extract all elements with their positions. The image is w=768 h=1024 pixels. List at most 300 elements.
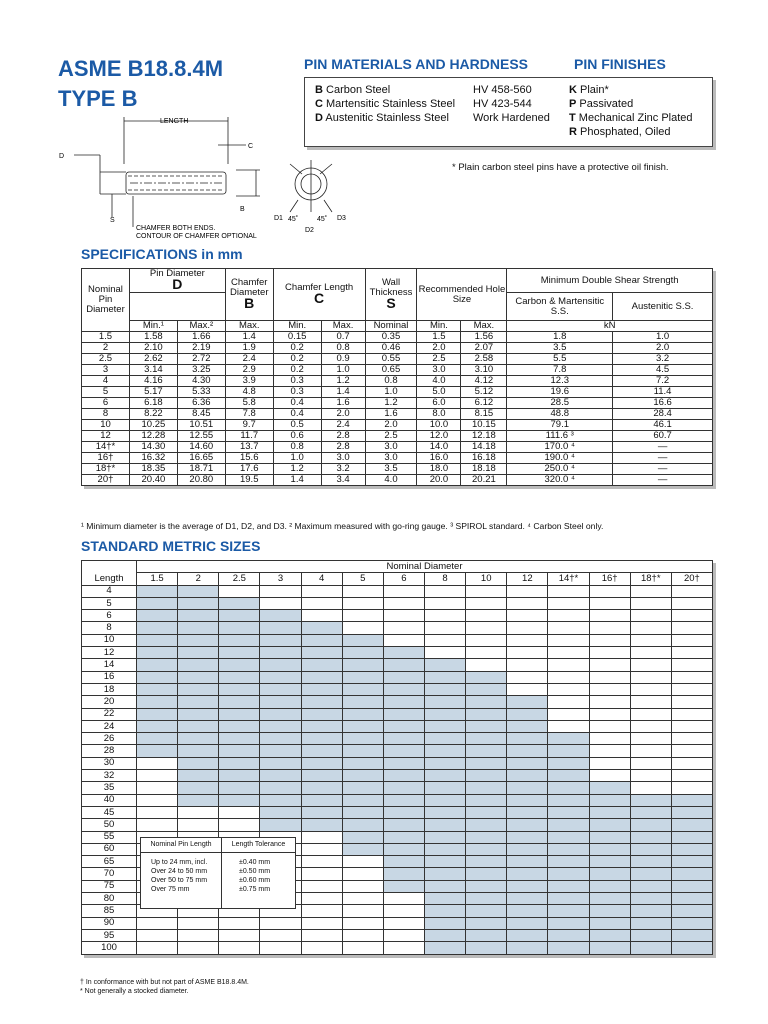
size-cell xyxy=(671,905,712,917)
pin-diagram xyxy=(56,112,356,242)
size-cell xyxy=(630,634,671,646)
spec-cell: 0.8 xyxy=(365,376,417,387)
size-cell xyxy=(630,905,671,917)
footnote-stock: * Not generally a stocked diameter. xyxy=(80,988,189,995)
spec-cell: 28.5 xyxy=(507,398,613,409)
spec-cell: 2.07 xyxy=(461,343,507,354)
length-label: Length xyxy=(82,573,137,585)
nominal-diameter-label: Nominal Diameter xyxy=(137,561,713,573)
size-cell xyxy=(342,856,383,868)
length-value: 35 xyxy=(82,782,137,794)
size-cell xyxy=(548,585,589,597)
size-cell xyxy=(260,585,301,597)
size-cell xyxy=(260,597,301,609)
spec-cell: 13.7 xyxy=(225,442,273,453)
size-cell xyxy=(301,868,342,880)
size-cell xyxy=(671,880,712,892)
length-value: 5 xyxy=(82,597,137,609)
length-row xyxy=(82,622,713,634)
length-value: 32 xyxy=(82,770,137,782)
size-cell xyxy=(507,647,548,659)
spec-cell: 1.4 xyxy=(321,387,365,398)
spec-row xyxy=(82,354,713,365)
spec-cell: 2.0 xyxy=(365,420,417,431)
spec-cell: 60.7 xyxy=(613,431,713,442)
spec-cell: 3.2 xyxy=(613,354,713,365)
size-cell xyxy=(178,794,219,806)
size-cell xyxy=(466,794,507,806)
length-row xyxy=(82,708,713,720)
size-cell xyxy=(219,647,260,659)
spec-cell: 0.65 xyxy=(365,365,417,376)
size-cell xyxy=(424,782,465,794)
col-chamfer-length xyxy=(273,269,365,321)
size-cell xyxy=(301,647,342,659)
diameter-header: 3 xyxy=(260,573,301,585)
size-cell xyxy=(342,843,383,855)
diagram-d3-label: D3 xyxy=(337,215,346,222)
size-cell xyxy=(424,831,465,843)
size-cell xyxy=(424,868,465,880)
spec-cell: 1.0 xyxy=(365,387,417,398)
size-cell xyxy=(301,880,342,892)
size-cell xyxy=(342,819,383,831)
diagram-angle-1: 45˚ xyxy=(288,216,299,223)
length-value: 10 xyxy=(82,634,137,646)
size-cell xyxy=(219,597,260,609)
col-chamfer-diameter-symbol: B xyxy=(244,295,255,311)
size-cell xyxy=(301,659,342,671)
size-cell xyxy=(301,696,342,708)
size-cell xyxy=(383,659,424,671)
size-cell xyxy=(178,597,219,609)
size-cell xyxy=(507,929,548,941)
size-cell xyxy=(589,794,630,806)
size-cell xyxy=(466,929,507,941)
spec-cell: 1.4 xyxy=(273,475,321,486)
size-cell xyxy=(671,782,712,794)
spec-cell: 2.19 xyxy=(177,343,225,354)
size-cell xyxy=(548,893,589,905)
size-cell xyxy=(630,942,671,954)
spec-row xyxy=(82,453,713,464)
spec-cell: 3.9 xyxy=(225,376,273,387)
size-cell xyxy=(219,733,260,745)
diameter-header: 20† xyxy=(671,573,712,585)
size-cell xyxy=(507,696,548,708)
size-cell xyxy=(424,671,465,683)
size-cell xyxy=(589,929,630,941)
size-cell xyxy=(507,708,548,720)
size-cell xyxy=(424,610,465,622)
spec-cell: 4.30 xyxy=(177,376,225,387)
size-cell xyxy=(342,880,383,892)
spec-cell: 0.55 xyxy=(365,354,417,365)
length-value: 24 xyxy=(82,720,137,732)
spec-cell: 14.18 xyxy=(461,442,507,453)
size-cell xyxy=(342,745,383,757)
size-cell xyxy=(671,819,712,831)
length-row xyxy=(82,696,713,708)
size-cell xyxy=(630,819,671,831)
size-cell xyxy=(178,647,219,659)
size-cell xyxy=(589,733,630,745)
size-cell xyxy=(383,696,424,708)
size-cell xyxy=(507,831,548,843)
spec-cell: 0.3 xyxy=(273,387,321,398)
col-chamfer-diameter-label: Chamfer Diameter xyxy=(229,277,269,298)
size-cell xyxy=(548,929,589,941)
diameter-header: 4 xyxy=(301,573,342,585)
size-cell xyxy=(548,671,589,683)
size-cell xyxy=(548,696,589,708)
size-cell xyxy=(466,831,507,843)
spec-cell: 1.56 xyxy=(461,332,507,343)
size-cell xyxy=(548,745,589,757)
spec-cell: 1.9 xyxy=(225,343,273,354)
specifications-table xyxy=(81,268,713,486)
spec-cell: 20† xyxy=(82,475,130,486)
spec-cell: 2.8 xyxy=(321,431,365,442)
size-cell xyxy=(589,659,630,671)
spec-cell: 12.3 xyxy=(507,376,613,387)
size-cell xyxy=(301,622,342,634)
col-hole-size: Recommended Hole Size xyxy=(417,269,507,321)
size-cell xyxy=(219,806,260,818)
size-cell xyxy=(589,683,630,695)
size-cell xyxy=(301,917,342,929)
diameter-header: 12 xyxy=(507,573,548,585)
size-cell xyxy=(260,917,301,929)
size-cell xyxy=(178,929,219,941)
spec-cell: 5.8 xyxy=(225,398,273,409)
size-cell xyxy=(301,745,342,757)
size-cell xyxy=(260,634,301,646)
size-cell xyxy=(589,831,630,843)
size-cell xyxy=(507,917,548,929)
size-cell xyxy=(424,794,465,806)
size-cell xyxy=(671,831,712,843)
spec-cell: 0.35 xyxy=(365,332,417,343)
size-cell xyxy=(630,622,671,634)
length-value: 26 xyxy=(82,733,137,745)
size-cell xyxy=(219,942,260,954)
size-cell xyxy=(630,856,671,868)
sub-max: Max. xyxy=(225,321,273,332)
size-cell xyxy=(219,634,260,646)
size-cell xyxy=(301,806,342,818)
spec-cell: 12 xyxy=(82,431,130,442)
spec-row xyxy=(82,343,713,354)
spec-cell: 0.4 xyxy=(273,398,321,409)
size-cell xyxy=(507,856,548,868)
length-row xyxy=(82,659,713,671)
size-cell xyxy=(630,843,671,855)
spec-cell: 0.5 xyxy=(273,420,321,431)
spec-cell: 3.25 xyxy=(177,365,225,376)
size-cell xyxy=(466,708,507,720)
size-cell xyxy=(671,745,712,757)
size-cell xyxy=(630,868,671,880)
size-cell xyxy=(548,683,589,695)
size-cell xyxy=(507,720,548,732)
spec-cell: 2.10 xyxy=(129,343,177,354)
size-cell xyxy=(178,942,219,954)
size-cell xyxy=(178,782,219,794)
size-cell xyxy=(342,683,383,695)
size-cell xyxy=(383,929,424,941)
finish-name: Passivated xyxy=(579,98,634,110)
spec-cell: 0.2 xyxy=(273,365,321,376)
diagram-d-label: D xyxy=(59,153,65,160)
size-cell xyxy=(630,929,671,941)
size-cell xyxy=(630,880,671,892)
spec-cell: 320.0 ⁴ xyxy=(507,475,613,486)
length-value: 100 xyxy=(82,942,137,954)
size-cell xyxy=(548,659,589,671)
size-cell xyxy=(342,806,383,818)
diameter-header: 8 xyxy=(424,573,465,585)
finish-name: Phosphated, Oiled xyxy=(580,126,671,138)
finish-note: * Plain carbon steel pins have a protective oil finish. xyxy=(452,162,669,173)
length-value: 55 xyxy=(82,831,137,843)
size-cell xyxy=(589,757,630,769)
spec-cell: 16.32 xyxy=(129,453,177,464)
size-cell xyxy=(589,917,630,929)
tolerance-value: ±0.50 mm xyxy=(239,868,271,875)
length-value: 90 xyxy=(82,917,137,929)
size-cell xyxy=(342,905,383,917)
size-cell xyxy=(260,782,301,794)
spec-cell: 19.6 xyxy=(507,387,613,398)
spec-cell: 3.0 xyxy=(365,442,417,453)
diagram-chamfer-label-1: CHAMFER BOTH ENDS. xyxy=(136,225,216,232)
material-code: D xyxy=(315,112,323,124)
spec-cell: 190.0 ⁴ xyxy=(507,453,613,464)
size-cell xyxy=(383,745,424,757)
col-pin-diameter xyxy=(129,269,225,293)
spec-cell: 4.12 xyxy=(461,376,507,387)
spec-cell: — xyxy=(613,475,713,486)
spec-cell: 7.8 xyxy=(225,409,273,420)
size-cell xyxy=(424,757,465,769)
diagram-length-label: LENGTH xyxy=(160,118,189,125)
size-cell xyxy=(671,585,712,597)
size-cell xyxy=(219,708,260,720)
size-cell xyxy=(630,893,671,905)
size-cell xyxy=(137,683,178,695)
size-cell xyxy=(507,770,548,782)
spec-cell: 10.15 xyxy=(461,420,507,431)
size-cell xyxy=(671,597,712,609)
size-cell xyxy=(507,782,548,794)
diagram-d2-label: D2 xyxy=(305,227,314,234)
size-cell xyxy=(424,819,465,831)
size-cell xyxy=(178,622,219,634)
diagram-c-label: C xyxy=(248,143,254,150)
size-cell xyxy=(630,806,671,818)
length-row xyxy=(82,745,713,757)
spec-cell: 3.4 xyxy=(321,475,365,486)
size-cell xyxy=(671,659,712,671)
size-cell xyxy=(630,597,671,609)
size-cell xyxy=(137,745,178,757)
size-cell xyxy=(178,659,219,671)
length-row xyxy=(82,782,713,794)
finish-code: R xyxy=(569,126,577,138)
size-cell xyxy=(507,893,548,905)
length-row xyxy=(82,806,713,818)
size-cell xyxy=(178,683,219,695)
size-cell xyxy=(137,671,178,683)
size-cell xyxy=(342,782,383,794)
length-value: 70 xyxy=(82,868,137,880)
size-cell xyxy=(137,794,178,806)
spec-row xyxy=(82,475,713,486)
size-cell xyxy=(466,856,507,868)
tolerance-range: Up to 24 mm, incl. xyxy=(151,859,208,866)
size-cell xyxy=(137,782,178,794)
size-cell xyxy=(342,733,383,745)
size-cell xyxy=(383,856,424,868)
size-cell xyxy=(589,868,630,880)
size-cell xyxy=(424,622,465,634)
spec-cell: 0.3 xyxy=(273,376,321,387)
size-cell xyxy=(137,597,178,609)
tolerance-divider xyxy=(221,852,222,908)
size-cell xyxy=(383,647,424,659)
size-cell xyxy=(671,757,712,769)
spec-cell: 2.9 xyxy=(225,365,273,376)
size-cell xyxy=(137,819,178,831)
size-cell xyxy=(671,856,712,868)
spec-cell: 1.2 xyxy=(321,376,365,387)
size-cell xyxy=(589,671,630,683)
spec-cell: 5.5 xyxy=(507,354,613,365)
size-cell xyxy=(589,720,630,732)
spec-row xyxy=(82,420,713,431)
spec-cell: 6 xyxy=(82,398,130,409)
length-value: 95 xyxy=(82,929,137,941)
spec-cell: 1.2 xyxy=(273,464,321,475)
size-cell xyxy=(301,843,342,855)
size-cell xyxy=(137,929,178,941)
size-cell xyxy=(671,929,712,941)
spec-row xyxy=(82,398,713,409)
diameter-header: 2 xyxy=(178,573,219,585)
finish-name: Mechanical Zinc Plated xyxy=(578,112,693,124)
length-row xyxy=(82,757,713,769)
spec-cell: 5.0 xyxy=(417,387,461,398)
size-cell xyxy=(260,794,301,806)
diagram-d1-label: D1 xyxy=(274,215,283,222)
length-value: 6 xyxy=(82,610,137,622)
length-row xyxy=(82,683,713,695)
size-cell xyxy=(424,942,465,954)
size-cell xyxy=(301,942,342,954)
spec-cell: 0.8 xyxy=(321,343,365,354)
size-cell xyxy=(137,720,178,732)
size-cell xyxy=(137,917,178,929)
length-row xyxy=(82,942,713,954)
spec-cell: 5.17 xyxy=(129,387,177,398)
size-cell xyxy=(507,683,548,695)
spec-row xyxy=(82,365,713,376)
size-cell xyxy=(589,696,630,708)
size-cell xyxy=(630,671,671,683)
size-cell xyxy=(342,929,383,941)
spec-cell: — xyxy=(613,464,713,475)
size-cell xyxy=(301,893,342,905)
size-cell xyxy=(548,942,589,954)
size-cell xyxy=(178,917,219,929)
corner-cell xyxy=(82,561,137,573)
length-value: 8 xyxy=(82,622,137,634)
size-cell xyxy=(671,733,712,745)
spec-cell: 15.6 xyxy=(225,453,273,464)
size-cell xyxy=(466,647,507,659)
length-row xyxy=(82,634,713,646)
size-cell xyxy=(466,585,507,597)
specs-footnote: ¹ Minimum diameter is the average of D1, D2, and D3. ² Maximum measured with go-ring gauge. ³ SPIROL standard. ⁴ Carbon Steel only. xyxy=(81,521,604,531)
size-cell xyxy=(424,696,465,708)
size-cell xyxy=(466,806,507,818)
size-cell xyxy=(342,942,383,954)
spec-cell: 0.2 xyxy=(273,354,321,365)
size-cell xyxy=(466,880,507,892)
size-cell xyxy=(507,806,548,818)
size-cell xyxy=(260,708,301,720)
size-cell xyxy=(219,782,260,794)
size-cell xyxy=(219,720,260,732)
spec-cell: 1.58 xyxy=(129,332,177,343)
spec-cell: 170.0 ⁴ xyxy=(507,442,613,453)
spec-cell: 1.2 xyxy=(365,398,417,409)
col-chamfer-diameter xyxy=(225,269,273,321)
size-cell xyxy=(548,917,589,929)
size-cell xyxy=(383,942,424,954)
size-cell xyxy=(342,917,383,929)
size-cell xyxy=(137,585,178,597)
spec-cell: — xyxy=(613,453,713,464)
size-cell xyxy=(424,893,465,905)
size-cell xyxy=(260,622,301,634)
spec-cell: 3.10 xyxy=(461,365,507,376)
size-cell xyxy=(137,647,178,659)
spec-cell: 1.66 xyxy=(177,332,225,343)
size-cell xyxy=(260,929,301,941)
materials-heading: PIN MATERIALS AND HARDNESS xyxy=(304,56,529,72)
size-cell xyxy=(301,610,342,622)
length-value: 28 xyxy=(82,745,137,757)
size-cell xyxy=(589,893,630,905)
spec-cell: 0.6 xyxy=(273,431,321,442)
spec-cell: 5 xyxy=(82,387,130,398)
size-cell xyxy=(219,683,260,695)
size-cell xyxy=(424,905,465,917)
size-cell xyxy=(219,622,260,634)
spec-cell: 0.2 xyxy=(273,343,321,354)
size-cell xyxy=(548,622,589,634)
diameter-header: 16† xyxy=(589,573,630,585)
size-cell xyxy=(630,917,671,929)
size-cell xyxy=(507,585,548,597)
size-cell xyxy=(548,905,589,917)
size-cell xyxy=(219,819,260,831)
spec-cell: 8.0 xyxy=(417,409,461,420)
size-cell xyxy=(466,733,507,745)
col-chamfer-length-label: Chamfer Length xyxy=(285,282,354,293)
